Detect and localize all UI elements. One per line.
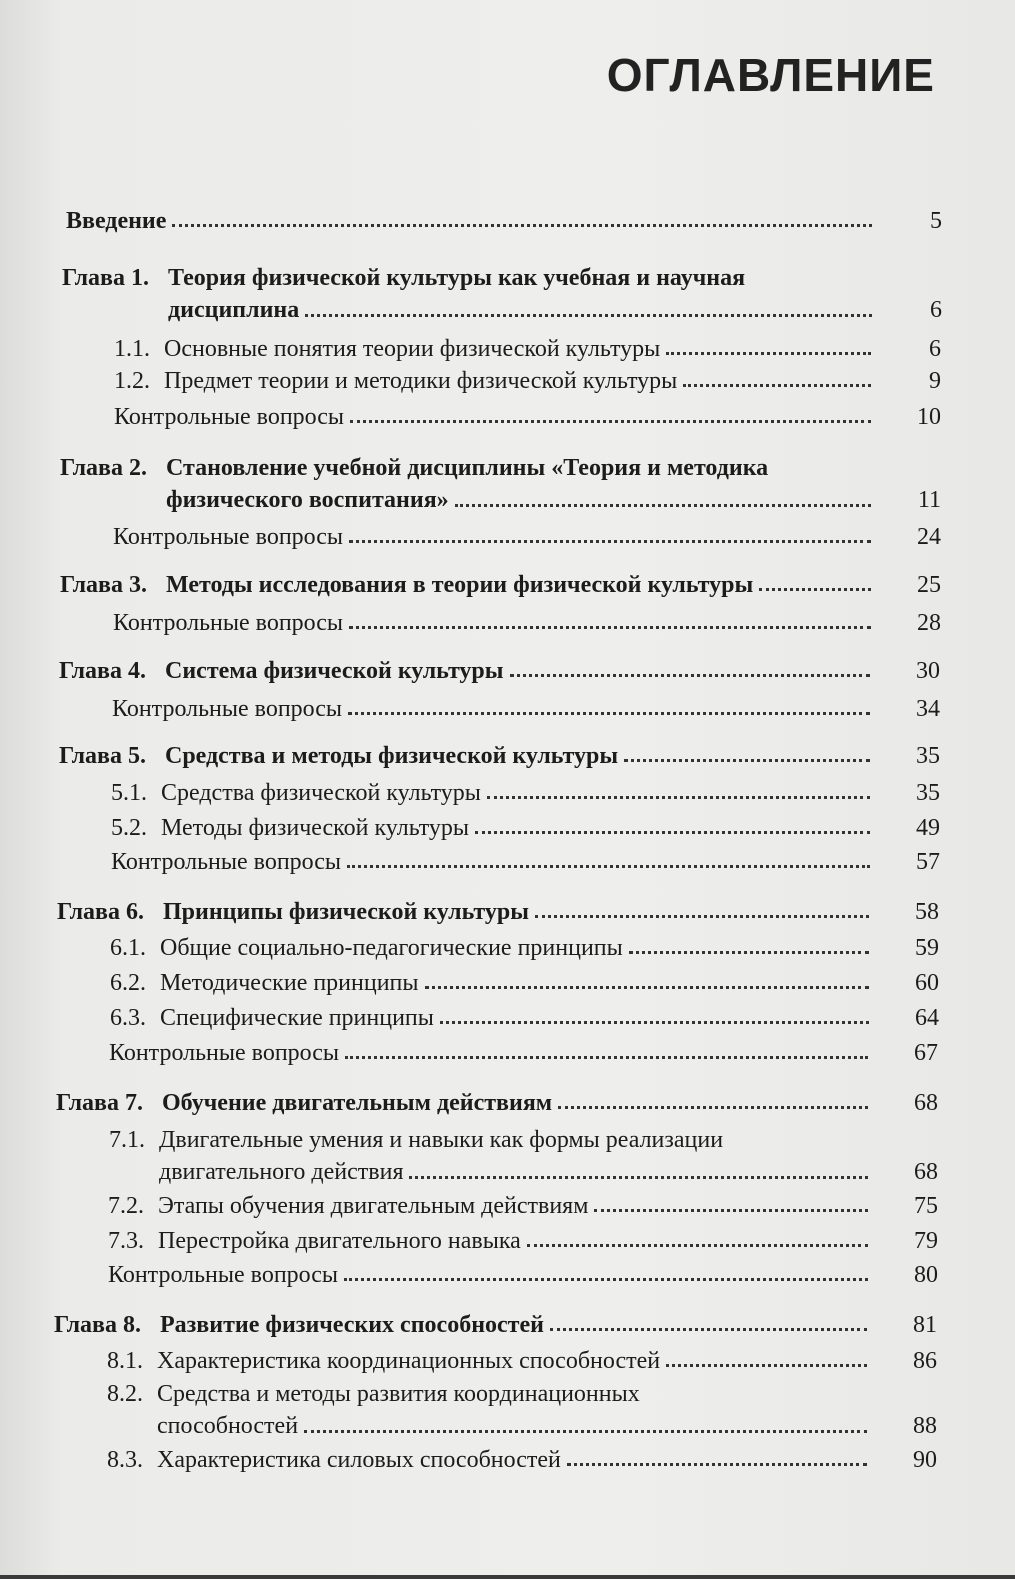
entry-title-continued: дисциплина — [168, 297, 300, 323]
entry-title: Перестройка двигательного навыка — [158, 1228, 521, 1254]
section-number: 1.2. — [114, 368, 150, 394]
chapter-number: Глава 3. — [60, 572, 147, 598]
toc-section-row[interactable] — [109, 1124, 938, 1188]
dot-leader — [550, 1328, 867, 1331]
dot-leader — [558, 1106, 868, 1109]
entry-title-line1 — [107, 1378, 937, 1410]
dot-leader — [409, 1176, 868, 1179]
entry-title: Введение — [66, 208, 167, 234]
toc-section-row[interactable] — [114, 366, 941, 396]
entry-title-line1 — [60, 452, 941, 484]
toc-section-row[interactable] — [110, 968, 939, 998]
questions-label: Контрольные вопросы — [109, 1040, 340, 1066]
toc-entry-text — [60, 570, 753, 600]
entry-title: Специфические принципы — [160, 1005, 434, 1031]
page-number: 79 — [914, 1228, 938, 1254]
toc-entry-text — [114, 402, 344, 432]
entry-title: Двигательные умения и навыки как формы реализации — [159, 1127, 724, 1153]
toc-entry-text — [113, 608, 343, 638]
section-number: 8.3. — [107, 1447, 143, 1473]
toc-section-row[interactable] — [108, 1226, 938, 1256]
page-number: 49 — [916, 815, 940, 841]
page-number: 35 — [916, 743, 940, 769]
entry-title-line2 — [62, 294, 942, 326]
toc-entry-text — [108, 1191, 588, 1221]
dot-leader — [527, 1244, 868, 1247]
page-number: 30 — [916, 658, 940, 684]
page-number: 68 — [914, 1159, 938, 1185]
toc-section-row[interactable] — [111, 813, 940, 843]
page-number: 11 — [917, 487, 941, 513]
dot-leader — [344, 1278, 868, 1281]
page-number: 28 — [917, 610, 941, 636]
toc-chapter-row[interactable] — [57, 897, 939, 927]
questions-label: Контрольные вопросы — [113, 610, 344, 636]
entry-title: Принципы физической культуры — [163, 899, 529, 925]
toc-chapter-row[interactable] — [59, 741, 940, 771]
toc-entry-text — [59, 741, 618, 771]
page-number: 67 — [914, 1040, 938, 1066]
dot-leader — [440, 1021, 869, 1024]
page-number: 88 — [913, 1413, 937, 1439]
section-number: 8.1. — [107, 1348, 143, 1374]
questions-label: Контрольные вопросы — [113, 524, 344, 550]
entry-title: Обучение двигательным действиям — [162, 1090, 553, 1116]
entry-title: Теория физической культуры как учебная и научная — [168, 265, 746, 291]
toc-questions-row[interactable] — [109, 1038, 938, 1068]
toc-entry-text — [110, 933, 623, 963]
page-number: 10 — [917, 404, 941, 430]
chapter-number: Глава 8. — [54, 1312, 141, 1338]
questions-label: Контрольные вопросы — [111, 849, 342, 875]
dot-leader — [455, 504, 871, 507]
section-number: 5.1. — [111, 780, 147, 806]
page-number: 58 — [915, 899, 939, 925]
page-number: 24 — [917, 524, 941, 550]
dot-leader — [349, 626, 871, 629]
page-number: 25 — [917, 572, 941, 598]
entry-title: Этапы обучения двигательным действиям — [158, 1193, 589, 1219]
toc-questions-row[interactable] — [111, 847, 940, 877]
toc-entry-text — [109, 1038, 339, 1068]
toc-entry-text — [113, 522, 343, 552]
entry-title: Средства и методы физической культуры — [165, 743, 619, 769]
chapter-number: Глава 5. — [59, 743, 146, 769]
dot-leader — [348, 712, 870, 715]
toc-section-row[interactable] — [110, 933, 939, 963]
toc-entry-text — [111, 813, 469, 843]
entry-title-continued: двигательного действия — [159, 1159, 404, 1185]
page-number: 5 — [930, 208, 942, 234]
dot-leader — [666, 1364, 867, 1367]
entry-title: Общие социально-педагогические принципы — [160, 935, 623, 961]
toc-entry-text — [59, 656, 504, 686]
toc-section-row[interactable] — [110, 1003, 939, 1033]
entry-title: Система физической культуры — [165, 658, 504, 684]
dot-leader — [759, 588, 871, 591]
toc-entry-text — [57, 897, 529, 927]
page-number: 6 — [930, 297, 942, 323]
dot-leader — [347, 865, 870, 868]
page-number: 81 — [913, 1312, 937, 1338]
toc-questions-row[interactable] — [113, 522, 941, 552]
toc-section-row[interactable] — [107, 1346, 937, 1376]
page-bottom-edge — [0, 1575, 1015, 1579]
page-number: 64 — [915, 1005, 939, 1031]
dot-leader — [535, 915, 869, 918]
entry-title-line2 — [107, 1410, 937, 1442]
dot-leader — [629, 951, 869, 954]
toc-entry-text — [112, 694, 342, 724]
toc-questions-row[interactable] — [108, 1260, 938, 1290]
page-number: 34 — [916, 696, 940, 722]
page-number: 75 — [914, 1193, 938, 1219]
section-number: 7.3. — [108, 1228, 144, 1254]
toc-section-row[interactable] — [111, 778, 940, 808]
questions-label: Контрольные вопросы — [108, 1262, 339, 1288]
entry-title: Методы физической культуры — [161, 815, 470, 841]
page-number: 6 — [929, 336, 941, 362]
page-number: 57 — [916, 849, 940, 875]
entry-title: Развитие физических способностей — [160, 1312, 544, 1338]
chapter-number: Глава 6. — [57, 899, 144, 925]
dot-leader — [425, 986, 869, 989]
toc-entry-text — [114, 366, 677, 396]
page-number: 68 — [914, 1090, 938, 1116]
chapter-number: Глава 7. — [56, 1090, 143, 1116]
entry-title-continued: способностей — [157, 1413, 299, 1439]
section-number: 6.1. — [110, 935, 146, 961]
entry-title-line2 — [60, 484, 941, 516]
entry-title-continued: физического воспитания» — [166, 487, 449, 513]
toc-entry-text — [107, 1445, 561, 1475]
dot-leader — [594, 1209, 868, 1212]
toc-entry-text — [107, 1346, 660, 1376]
entry-title: Основные понятия теории физической культуры — [164, 336, 661, 362]
section-number: 7.2. — [108, 1193, 144, 1219]
section-number: 6.2. — [110, 970, 146, 996]
page-number: 80 — [914, 1262, 938, 1288]
toc-section-row[interactable] — [107, 1378, 937, 1442]
page-number: 59 — [915, 935, 939, 961]
toc-chapter-row[interactable] — [56, 1088, 938, 1118]
dot-leader — [349, 540, 871, 543]
dot-leader — [567, 1463, 867, 1466]
toc-entry-text — [110, 1003, 434, 1033]
toc-section-row[interactable] — [107, 1445, 937, 1475]
dot-leader — [172, 224, 872, 227]
toc-questions-row[interactable] — [113, 608, 941, 638]
entry-title-line1 — [62, 262, 942, 294]
toc-section-row[interactable] — [114, 334, 941, 364]
dot-leader — [350, 420, 871, 423]
section-number: 7.1. — [109, 1127, 145, 1153]
toc-chapter-row[interactable] — [59, 656, 940, 686]
dot-leader — [683, 384, 871, 387]
entry-title: Становление учебной дисциплины «Теория и методика — [166, 455, 769, 481]
entry-title: Предмет теории и методики физической культуры — [164, 368, 678, 394]
toc-entry-text — [108, 1226, 521, 1256]
toc-entry-text — [111, 847, 341, 877]
toc-section-row[interactable] — [108, 1191, 938, 1221]
section-number: 6.3. — [110, 1005, 146, 1031]
dot-leader — [666, 352, 871, 355]
toc-chapter-row[interactable] — [54, 1310, 937, 1340]
toc-questions-row[interactable] — [112, 694, 940, 724]
toc-chapter-row[interactable] — [62, 262, 942, 326]
dot-leader — [510, 674, 870, 677]
toc-entry-text — [108, 1260, 338, 1290]
page-number: 35 — [916, 780, 940, 806]
toc-entry-text — [56, 1088, 552, 1118]
questions-label: Контрольные вопросы — [114, 404, 345, 430]
dot-leader — [624, 759, 870, 762]
questions-label: Контрольные вопросы — [112, 696, 343, 722]
entry-title: Характеристика координационных способностей — [157, 1348, 661, 1374]
toc-entry-text — [110, 968, 419, 998]
toc-entry-text — [66, 206, 166, 236]
section-number: 8.2. — [107, 1381, 143, 1407]
page-number: 9 — [929, 368, 941, 394]
toc-questions-row[interactable] — [114, 402, 941, 432]
entry-title: Средства физической культуры — [161, 780, 481, 806]
dot-leader — [487, 796, 870, 799]
toc-entry-text — [114, 334, 660, 364]
page-number: 90 — [913, 1447, 937, 1473]
page-number: 86 — [913, 1348, 937, 1374]
toc-chapter-row[interactable] — [60, 570, 941, 600]
toc-entry-text — [54, 1310, 544, 1340]
toc-chapter-row[interactable] — [66, 206, 942, 236]
page-title: ОГЛАВЛЕНИЕ — [606, 49, 935, 101]
dot-leader — [304, 1430, 867, 1433]
section-number: 1.1. — [114, 336, 150, 362]
chapter-number: Глава 1. — [62, 265, 149, 291]
dot-leader — [345, 1056, 868, 1059]
entry-title: Средства и методы развития координационных — [157, 1381, 640, 1407]
dot-leader — [305, 314, 872, 317]
entry-title-line2 — [109, 1156, 938, 1188]
chapter-number: Глава 4. — [59, 658, 146, 684]
section-number: 5.2. — [111, 815, 147, 841]
entry-title: Методы исследования в теории физической культуры — [166, 572, 754, 598]
page-number: 60 — [915, 970, 939, 996]
entry-title: Характеристика силовых способностей — [157, 1447, 561, 1473]
entry-title: Методические принципы — [160, 970, 419, 996]
entry-title-line1 — [109, 1124, 938, 1156]
toc-entry-text — [111, 778, 481, 808]
dot-leader — [475, 831, 870, 834]
chapter-number: Глава 2. — [60, 455, 147, 481]
toc-chapter-row[interactable] — [60, 452, 941, 516]
